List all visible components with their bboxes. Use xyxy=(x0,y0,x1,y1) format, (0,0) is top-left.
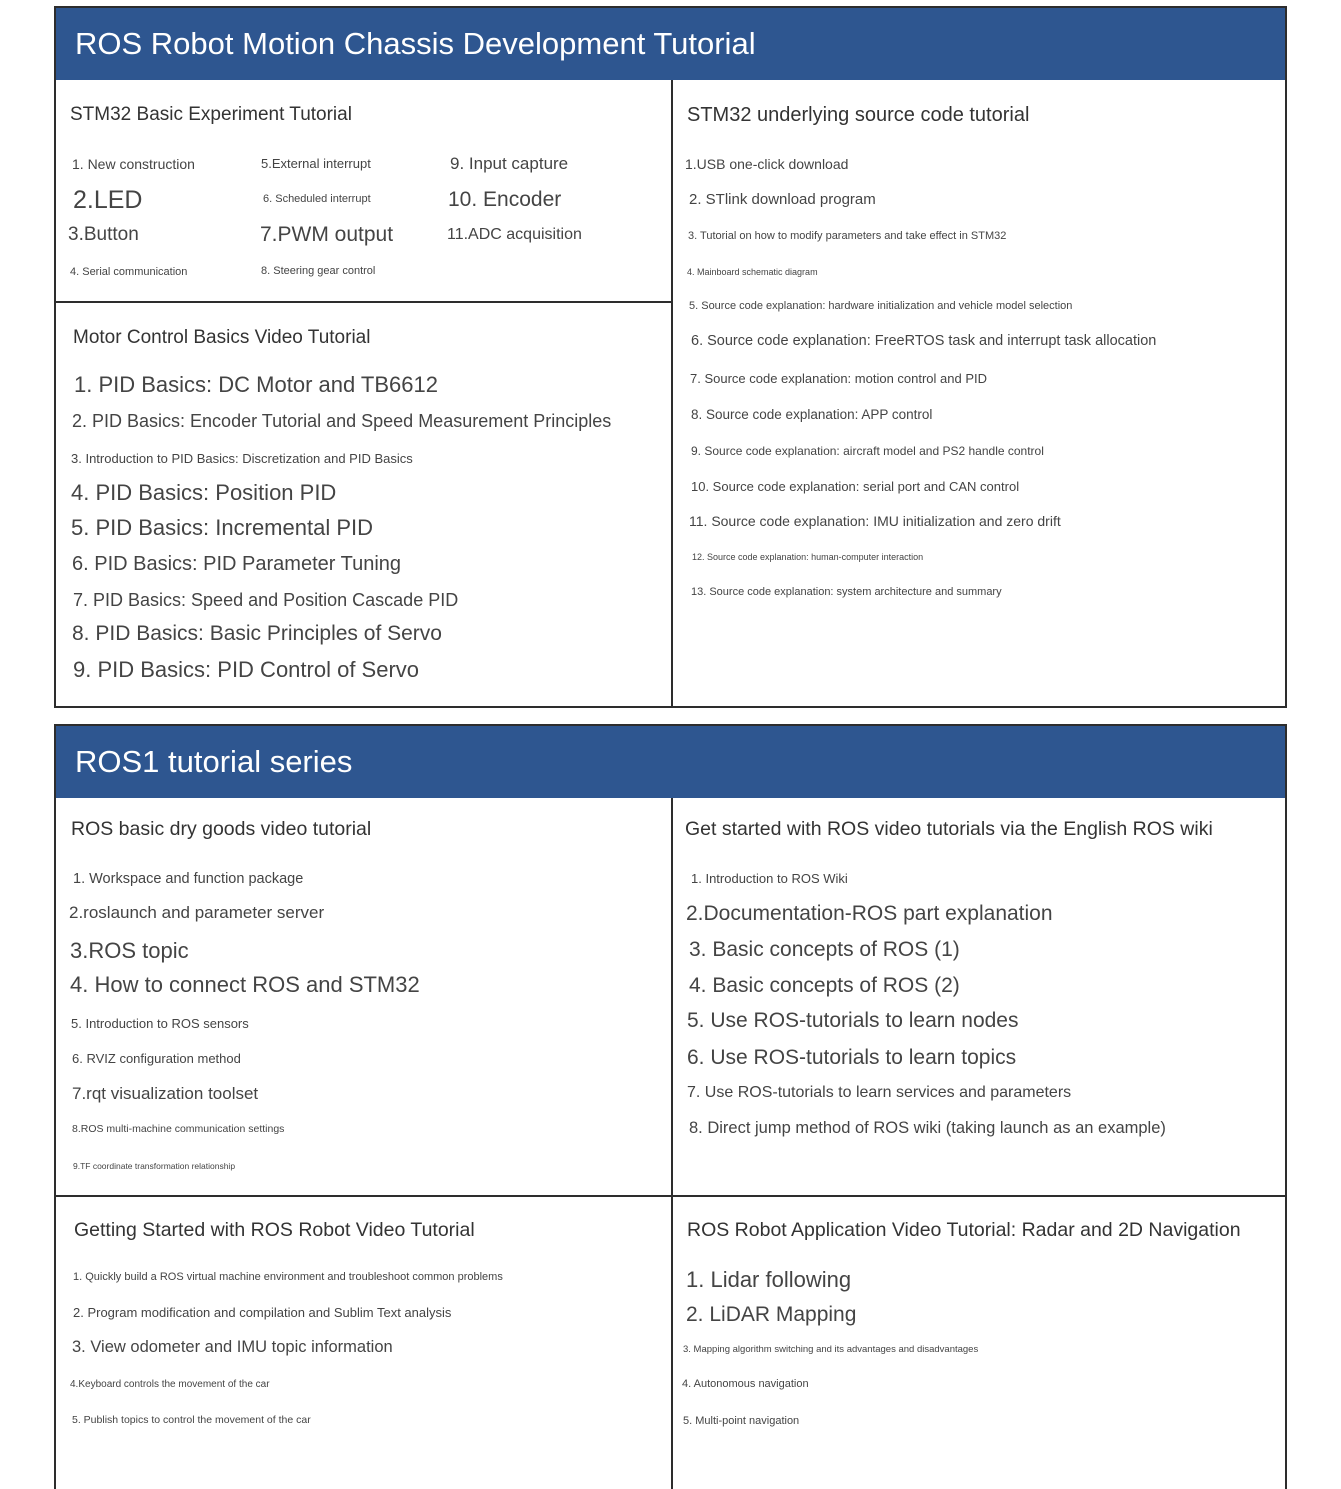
ros-app-title: ROS Robot Application Video Tutorial: Radar and 2D Navigation xyxy=(687,1219,1241,1241)
list-item[interactable]: 5. Source code explanation: hardware initialization and vehicle model selection xyxy=(689,300,1073,312)
list-item[interactable]: 4.Keyboard controls the movement of the car xyxy=(70,1379,270,1390)
list-item[interactable]: 5. Publish topics to control the movement of the car xyxy=(72,1414,311,1426)
list-item[interactable]: 7.PWM output xyxy=(260,223,394,246)
list-item[interactable]: 6. Source code explanation: FreeRTOS task and interrupt task allocation xyxy=(691,333,1157,349)
ros1-section xyxy=(54,724,1287,1489)
list-item[interactable]: 6. PID Basics: PID Parameter Tuning xyxy=(72,553,402,575)
list-item[interactable]: 3. Basic concepts of ROS (1) xyxy=(689,938,960,961)
list-item[interactable]: 8. Direct jump method of ROS wiki (taking launch as an example) xyxy=(689,1119,1166,1137)
list-item[interactable]: 2.LED xyxy=(73,186,143,214)
list-item[interactable]: 11. Source code explanation: IMU initialization and zero drift xyxy=(689,513,1061,529)
ros-basic-title: ROS basic dry goods video tutorial xyxy=(71,818,372,840)
list-item[interactable]: 3.Button xyxy=(68,224,139,245)
list-item[interactable]: 4. PID Basics: Position PID xyxy=(71,480,337,505)
chassis-section-header xyxy=(56,8,1285,80)
list-item[interactable]: 5. Introduction to ROS sensors xyxy=(71,1016,249,1031)
chassis-section xyxy=(54,6,1287,708)
motor-control-panel xyxy=(56,303,671,706)
list-item[interactable]: 4. Mainboard schematic diagram xyxy=(687,267,818,277)
list-item[interactable]: 1. Introduction to ROS Wiki xyxy=(691,871,848,886)
list-item[interactable]: 10. Source code explanation: serial port and CAN control xyxy=(691,479,1020,494)
list-item[interactable]: 6. Scheduled interrupt xyxy=(263,193,371,205)
stm32-source-title: STM32 underlying source code tutorial xyxy=(687,104,1030,126)
motor-control-title: Motor Control Basics Video Tutorial xyxy=(73,327,371,348)
ros-app-panel xyxy=(673,1197,1287,1489)
ros1-grid xyxy=(56,798,1285,1489)
list-item[interactable]: 8. Source code explanation: APP control xyxy=(691,407,933,422)
list-item[interactable]: 1. PID Basics: DC Motor and TB6612 xyxy=(74,372,438,397)
ros-robot-panel xyxy=(56,1197,671,1489)
list-item[interactable]: 4. How to connect ROS and STM32 xyxy=(70,972,420,997)
list-item[interactable]: 3. View odometer and IMU topic information xyxy=(72,1338,393,1356)
list-item[interactable]: 6. Use ROS-tutorials to learn topics xyxy=(687,1046,1017,1069)
list-item[interactable]: 7. Source code explanation: motion control and PID xyxy=(690,371,988,386)
list-item[interactable]: 1. Lidar following xyxy=(686,1267,852,1292)
ros-wiki-title: Get started with ROS video tutorials via the English ROS wiki xyxy=(685,818,1213,840)
stm32-basic-title: STM32 Basic Experiment Tutorial xyxy=(70,104,352,125)
list-item[interactable]: 1. Quickly build a ROS virtual machine environment and troubleshoot common problems xyxy=(73,1271,503,1283)
list-item[interactable]: 9.TF coordinate transformation relationship xyxy=(73,1161,236,1171)
list-item[interactable]: 12. Source code explanation: human-computer interaction xyxy=(692,552,924,562)
list-item[interactable]: 9. Input capture xyxy=(450,154,569,173)
list-item[interactable]: 7. PID Basics: Speed and Position Cascade PID xyxy=(73,590,459,610)
list-item[interactable]: 2.roslaunch and parameter server xyxy=(69,903,325,922)
list-item[interactable]: 5.External interrupt xyxy=(261,156,371,171)
list-item[interactable]: 2. LiDAR Mapping xyxy=(686,1303,857,1326)
list-item[interactable]: 5. PID Basics: Incremental PID xyxy=(71,515,373,540)
ros1-section-header xyxy=(56,726,1285,798)
stm32-source-panel xyxy=(673,80,1287,706)
list-item[interactable]: 2. Program modification and compilation and Sublim Text analysis xyxy=(73,1305,452,1320)
stm32-basic-panel xyxy=(56,80,671,301)
list-item[interactable]: 7.rqt visualization toolset xyxy=(72,1084,259,1103)
list-item[interactable]: 5. Multi-point navigation xyxy=(683,1415,800,1427)
list-item[interactable]: 4. Basic concepts of ROS (2) xyxy=(689,974,960,997)
list-item[interactable]: 5. Use ROS-tutorials to learn nodes xyxy=(687,1009,1019,1032)
ros-basic-panel xyxy=(56,798,671,1195)
list-item[interactable]: 10. Encoder xyxy=(448,188,562,211)
list-item[interactable]: 13. Source code explanation: system architecture and summary xyxy=(691,586,1002,598)
list-item[interactable]: 4. Autonomous navigation xyxy=(682,1378,809,1390)
ros1-section-title: ROS1 tutorial series xyxy=(75,744,353,779)
list-item[interactable]: 1. Workspace and function package xyxy=(73,871,304,887)
list-item[interactable]: 3. Tutorial on how to modify parameters and take effect in STM32 xyxy=(688,230,1007,242)
chassis-section-title: ROS Robot Motion Chassis Development Tutorial xyxy=(75,26,756,61)
list-item[interactable]: 3. Introduction to PID Basics: Discretization and PID Basics xyxy=(71,451,413,466)
list-item[interactable]: 7. Use ROS-tutorials to learn services and parameters xyxy=(687,1084,1072,1101)
list-item[interactable]: 1.USB one-click download xyxy=(685,156,849,172)
list-item[interactable]: 3.ROS topic xyxy=(70,938,189,963)
list-item[interactable]: 8. Steering gear control xyxy=(261,265,376,277)
list-item[interactable]: 11.ADC acquisition xyxy=(447,226,582,243)
list-item[interactable]: 4. Serial communication xyxy=(70,266,188,278)
list-item[interactable]: 9. PID Basics: PID Control of Servo xyxy=(73,657,420,682)
list-item[interactable]: 8. PID Basics: Basic Principles of Servo xyxy=(72,622,442,645)
list-item[interactable]: 6. RVIZ configuration method xyxy=(72,1051,241,1066)
ros-wiki-panel xyxy=(673,798,1287,1195)
list-item[interactable]: 9. Source code explanation: aircraft model and PS2 handle control xyxy=(691,444,1044,458)
list-item[interactable]: 2. PID Basics: Encoder Tutorial and Speed Measurement Principles xyxy=(72,411,612,431)
ros-robot-title: Getting Started with ROS Robot Video Tutorial xyxy=(74,1219,475,1241)
list-item[interactable]: 8.ROS multi-machine communication settings xyxy=(72,1123,285,1135)
list-item[interactable]: 1. New construction xyxy=(72,156,195,172)
list-item[interactable]: 2.Documentation-ROS part explanation xyxy=(686,902,1053,925)
chassis-grid xyxy=(56,80,1285,706)
list-item[interactable]: 3. Mapping algorithm switching and its advantages and disadvantages xyxy=(683,1344,979,1355)
list-item[interactable]: 2. STlink download program xyxy=(689,191,876,208)
